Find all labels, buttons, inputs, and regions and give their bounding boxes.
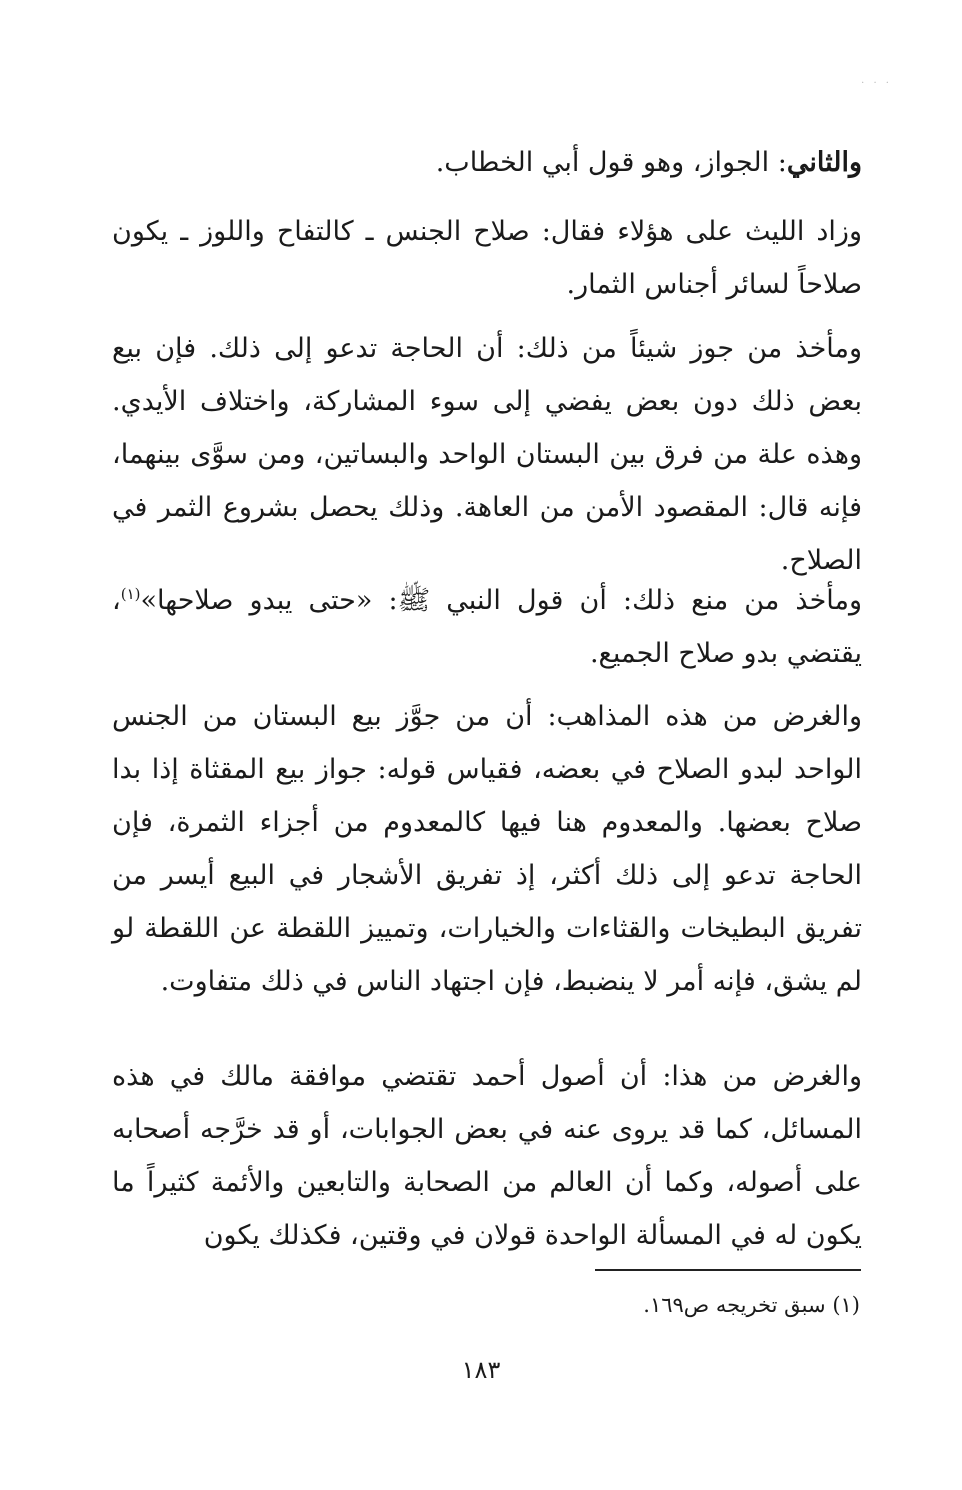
scan-artifact-dots: · · · — [861, 78, 892, 89]
footnote-marker: (١) — [832, 1293, 860, 1317]
paragraph-3 — [112, 322, 862, 587]
footnote-text: سبق تخريجه ص١٦٩. — [643, 1293, 826, 1317]
page-number: ١٨٣ — [461, 1356, 501, 1384]
paragraph-text: وزاد الليث على هؤلاء فقال: صلاح الجنس ـ كالتفاح واللوز ـ يكون صلاحاً لسائر أجناس الثمار. — [112, 216, 862, 300]
paragraph-text-continued: ، يقتضي بدو صلاح الجميع. — [112, 585, 862, 669]
footnote-separator — [595, 1269, 861, 1271]
footnote-reference: (١) — [120, 585, 141, 603]
paragraph-5 — [112, 690, 862, 1008]
paragraph-lead: والثاني — [786, 147, 862, 178]
paragraph-2 — [112, 205, 862, 311]
paragraph-text: ومأخذ من منع ذلك: أن قول النبي ﷺ: «حتى يبدو صلاحها» — [140, 585, 862, 616]
paragraph-4 — [112, 574, 862, 680]
footnote — [400, 1288, 860, 1322]
paragraph-1 — [112, 136, 862, 189]
paragraph-6 — [112, 1050, 862, 1262]
paragraph-text: والغرض من هذا: أن أصول أحمد تقتضي موافقة مالك في هذه المسائل، كما قد يروى عنه في بعض الجوابات، أو قد خرَّجه أصحابه على أصوله، وكما أن العالم من الصحابة والتابعين والأئمة كثيراً ما يكون له في المسألة الواحدة قولان في وقتين، فكذلك يكون — [112, 1061, 862, 1251]
paragraph-text: والغرض من هذه المذاهب: أن من جوَّز بيع البستان من الجنس الواحد لبدو الصلاح في بعضه، فقياس قوله: جواز بيع المقثاة إذا بدا صلاح بعضها. والمعدوم هنا فيها كالمعدوم من أجزاء الثمرة، فإن الحاجة تدعو إلى ذلك أكثر، إذ تفريق الأشجار في البيع أيسر من تفريق البطيخات والقثاءات والخيارات، وتمييز اللقطة عن اللقطة لو لم يشق، فإنه أمر لا ينضبط، فإن اجتهاد الناس في ذلك متفاوت. — [112, 701, 863, 997]
paragraph-text: : الجواز، وهو قول أبي الخطاب. — [435, 147, 787, 178]
paragraph-text: ومأخذ من جوز شيئاً من ذلك: أن الحاجة تدعو إلى ذلك. فإن بيع بعض ذلك دون بعض يفضي إلى سوء المشاركة، واختلاف الأيدي. وهذه علة من فرق بين البستان الواحد والبساتين، ومن سوَّى بينهما، فإنه قال: المقصود الأمن من العاهة. وذلك يحصل بشروع الثمر في الصلاح. — [112, 333, 862, 576]
